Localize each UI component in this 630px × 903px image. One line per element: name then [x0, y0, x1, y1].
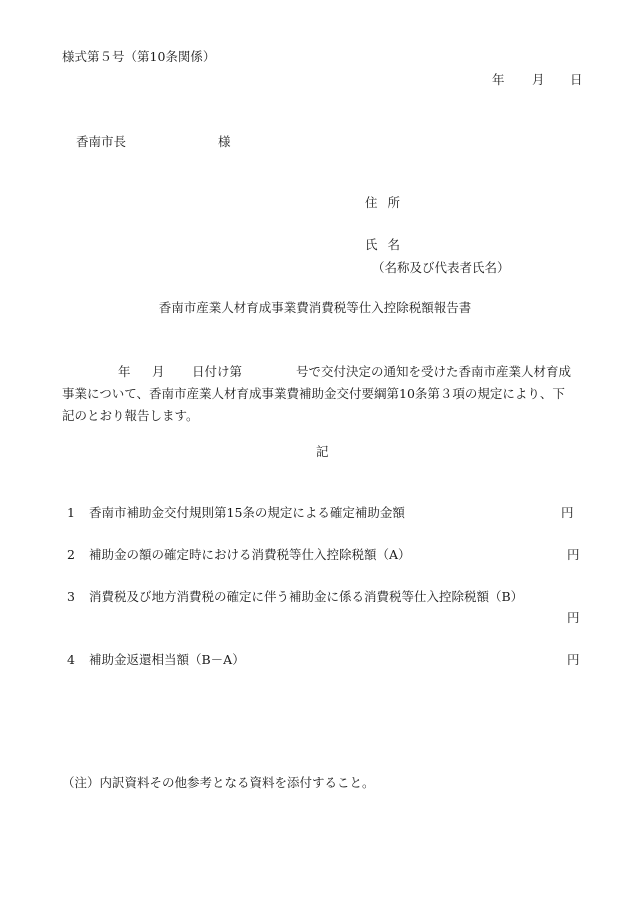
item-number: 1: [67, 505, 75, 520]
body-line-3: [62, 405, 582, 427]
body-line2-text: 事業について、香南市産業人材育成事業費補助金交付要綱第10条第３項の規定により、下: [62, 386, 565, 401]
date-year: 年: [492, 72, 505, 87]
body-line-1: [62, 361, 582, 383]
body-paragraph: [62, 361, 582, 427]
name-note: （名称及び代表者氏名）: [372, 260, 510, 275]
note: （注）内訳資料その他参考となる資料を添付すること。: [62, 775, 375, 790]
name-label: 氏名: [365, 237, 411, 252]
body-date: 日付け第: [192, 364, 243, 379]
addressee-honorific: 様: [218, 134, 231, 149]
item-text: 香南市補助金交付規則第15条の規定による確定補助金額: [89, 505, 405, 520]
item-number: 2: [67, 547, 75, 562]
item-unit: 円: [567, 652, 580, 667]
item-text: 消費税及び地方消費税の確定に伴う補助金に係る消費税等仕入控除税額（B）: [89, 589, 524, 604]
date-month: 月: [532, 72, 545, 87]
item-number: 4: [67, 652, 75, 667]
body-year: 年: [118, 364, 131, 379]
date-day: 日: [570, 72, 583, 87]
item-unit: 円: [561, 505, 574, 520]
item-number: 3: [67, 589, 75, 604]
ki-heading: 記: [316, 444, 329, 459]
item-text: 補助金返還相当額（B－A）: [89, 652, 245, 667]
item-text: 補助金の額の確定時における消費税等仕入控除税額（A）: [89, 547, 411, 562]
addressee-mayor: 香南市長: [76, 134, 127, 149]
body-line3-text: 記のとおり報告します。: [62, 408, 199, 423]
item-unit: 円: [567, 610, 580, 625]
document-title: 香南市産業人材育成事業費消費税等仕入控除税額報告書: [158, 300, 472, 315]
body-month: 月: [152, 364, 165, 379]
body-line-2: [62, 383, 582, 405]
item-unit: 円: [567, 547, 580, 562]
form-number: 様式第５号（第10条関係）: [62, 49, 216, 64]
body-line1-rest: 号で交付決定の通知を受けた香南市産業人材育成: [296, 364, 572, 379]
address-label: 住所: [365, 195, 411, 210]
